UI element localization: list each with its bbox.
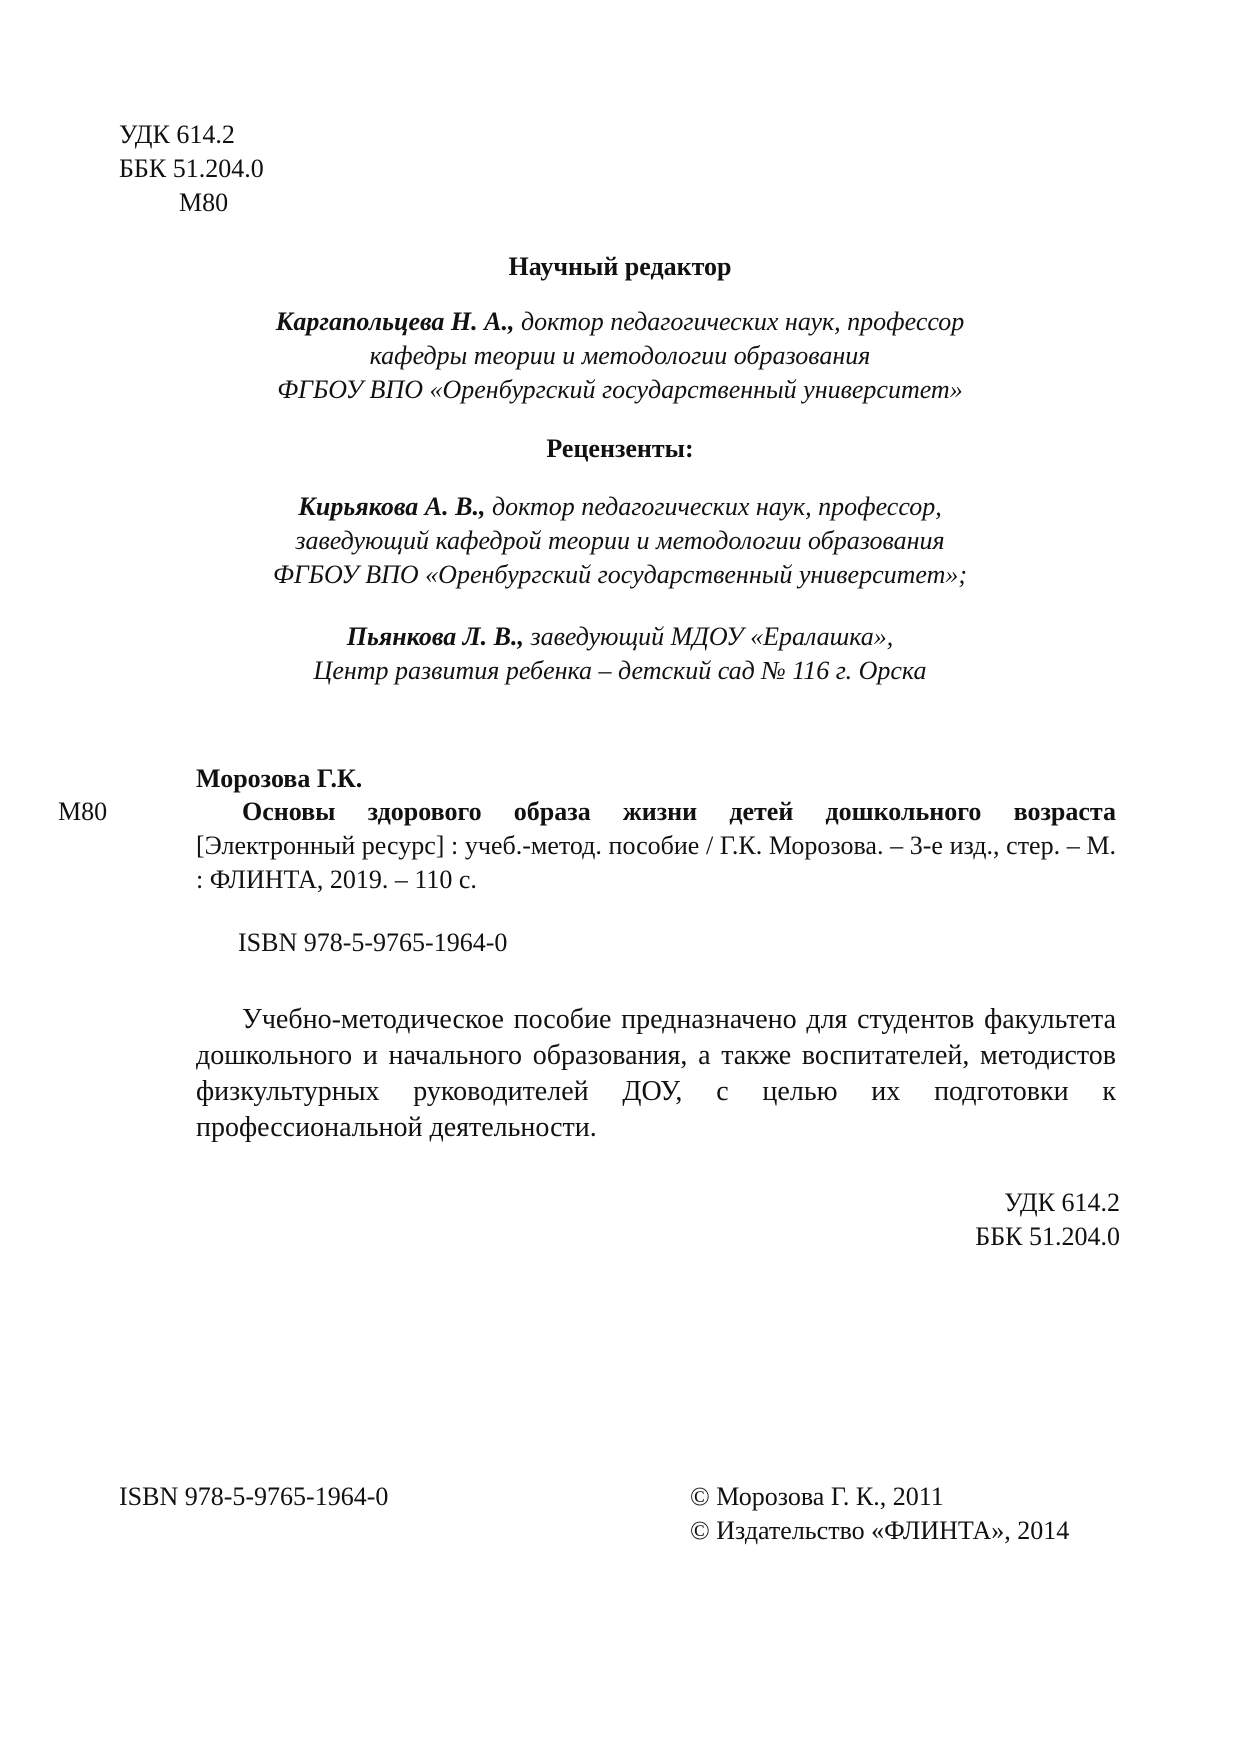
scientific-editor-line3: ФГБОУ ВПО «Оренбургский государственный университет»: [277, 375, 963, 404]
reviewer-2-line1: [150, 620, 1090, 654]
copyright-block: [690, 1480, 1069, 1548]
reviewer-2-line2: Центр развития ребенка – детский сад № 116 г. Орска: [313, 656, 927, 685]
bibliographic-isbn: ISBN 978-5-9765-1964-0: [238, 928, 508, 957]
bibliographic-author-sign: М80: [58, 797, 108, 826]
scientific-editor-title: доктор педагогических наук, профессор: [514, 307, 965, 336]
reviewer-2-title: заведующий МДОУ «Ералашка»,: [523, 622, 894, 651]
scientific-editor-line1: [150, 305, 1090, 339]
reviewer-1-line1: [150, 490, 1090, 524]
scientific-editor-block: [150, 305, 1090, 407]
bibliographic-entry: [196, 795, 1116, 897]
reviewer-2-name: Пьянкова Л. В.,: [346, 622, 524, 651]
reviewer-1-title: доктор педагогических наук, профессор,: [485, 492, 942, 521]
footer-isbn: ISBN 978-5-9765-1964-0: [119, 1482, 389, 1511]
author-sign: М80: [179, 188, 229, 217]
classification-index-top: [119, 118, 264, 220]
reviewer-1-line3: ФГБОУ ВПО «Оренбургский государственный университет»;: [272, 560, 968, 589]
reviewer-1-line2: заведующий кафедрой теории и методологии образования: [295, 526, 945, 555]
classification-index-bottom: [880, 1186, 1120, 1254]
copyright-author: © Морозова Г. К., 2011: [690, 1482, 944, 1511]
reviewer-1-block: [150, 490, 1090, 592]
bibliographic-author: Морозова Г.К.: [196, 764, 363, 793]
scientific-editor-name: Каргапольцева Н. А.,: [275, 307, 515, 336]
book-title: Основы здорового образа жизни детей дошкольного возраста: [242, 797, 1116, 826]
copyright-publisher: © Издательство «ФЛИНТА», 2014: [690, 1516, 1070, 1545]
udk-code: УДК 614.2: [119, 120, 235, 149]
bbk-code: ББК 51.204.0: [119, 154, 264, 183]
bbk-code-bottom: ББК 51.204.0: [975, 1222, 1120, 1251]
annotation: Учебно-методическое пособие предназначено для студентов факультета дошкольного и начального образования, а также воспитателей, методистов физкультурных руководителей ДОУ, с целью их подготовки к профессиональной деятельности.: [196, 1004, 1116, 1143]
scientific-editor-heading: Научный редактор: [508, 252, 732, 281]
reviewer-2-block: [150, 620, 1090, 688]
scientific-editor-line2: кафедры теории и методологии образования: [369, 341, 871, 370]
reviewer-1-name: Кирьякова А. В.,: [298, 492, 486, 521]
udk-code-bottom: УДК 614.2: [1004, 1188, 1120, 1217]
bibliographic-description: [Электронный ресурс] : учеб.-метод. пособие / Г.К. Морозова. – 3-е изд., стер. – М. : ФЛИНТА, 2019. – 110 с.: [196, 831, 1116, 894]
reviewers-heading: Рецензенты:: [546, 434, 694, 463]
